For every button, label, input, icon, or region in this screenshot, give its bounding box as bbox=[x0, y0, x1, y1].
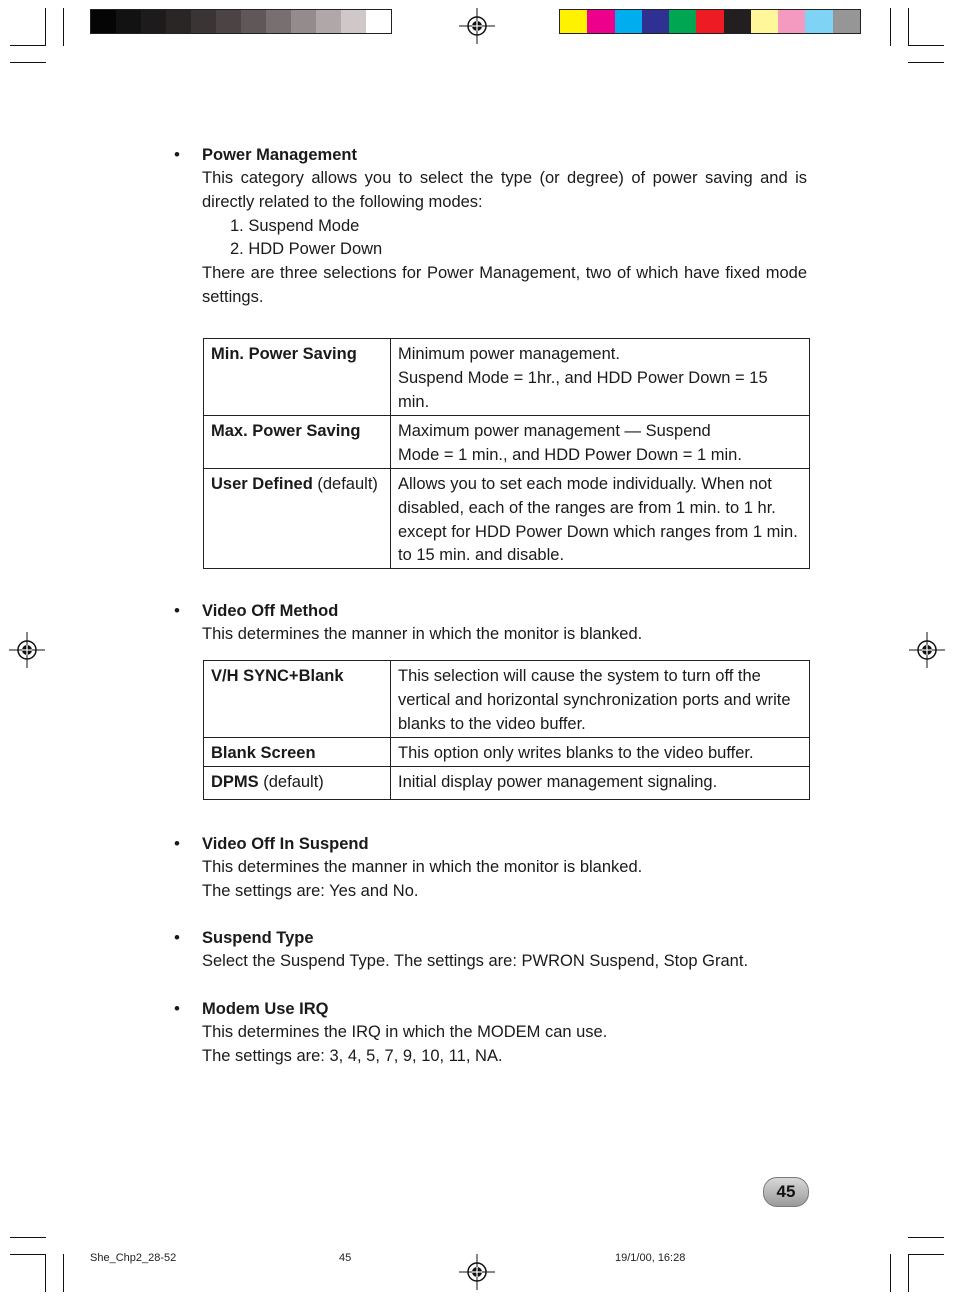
footer-date: 19/1/00, 16:28 bbox=[615, 1252, 686, 1264]
registration-mark-icon bbox=[459, 1254, 495, 1290]
registration-mark-icon bbox=[459, 8, 495, 44]
option-name: V/H SYNC+Blank bbox=[204, 661, 391, 738]
color-swatch bbox=[216, 10, 241, 33]
grayscale-color-bar bbox=[90, 9, 392, 34]
section-heading: Suspend Type bbox=[202, 929, 314, 947]
bullet: • bbox=[174, 145, 180, 164]
section-heading: Video Off In Suspend bbox=[202, 835, 369, 853]
paragraph: This determines the IRQ in which the MODEM can use. bbox=[202, 1023, 608, 1041]
registration-mark-icon bbox=[9, 632, 45, 668]
option-name: Min. Power Saving bbox=[204, 339, 391, 416]
process-color-bar bbox=[559, 9, 861, 34]
table-row bbox=[204, 416, 810, 469]
footer-file-name: She_Chp2_28-52 bbox=[90, 1252, 177, 1264]
crop-mark bbox=[45, 8, 46, 46]
table-row bbox=[204, 738, 810, 767]
option-description: This option only writes blanks to the video buffer. bbox=[391, 738, 810, 767]
color-swatch bbox=[778, 10, 805, 33]
crop-mark bbox=[10, 1254, 46, 1255]
paragraph: This determines the manner in which the monitor is blanked. bbox=[202, 858, 643, 876]
crop-mark bbox=[10, 45, 46, 46]
section-heading: Video Off Method bbox=[202, 602, 339, 620]
crop-mark bbox=[890, 1254, 891, 1292]
color-swatch bbox=[141, 10, 166, 33]
color-swatch bbox=[166, 10, 191, 33]
crop-mark bbox=[908, 1254, 944, 1255]
option-description: Maximum power management — Suspend Mode = 1 min., and HDD Power Down = 1 min. bbox=[391, 416, 810, 469]
crop-mark bbox=[10, 62, 46, 63]
paragraph: The settings are: Yes and No. bbox=[202, 881, 419, 900]
color-swatch bbox=[696, 10, 723, 33]
table-row bbox=[204, 767, 810, 800]
color-swatch bbox=[642, 10, 669, 33]
crop-mark bbox=[908, 1254, 909, 1292]
color-swatch bbox=[805, 10, 832, 33]
power-management-table bbox=[203, 338, 810, 569]
section-video-off-in-suspend bbox=[174, 833, 814, 904]
color-swatch bbox=[669, 10, 696, 33]
list-item: 2. HDD Power Down bbox=[230, 240, 383, 259]
color-swatch bbox=[266, 10, 291, 33]
color-swatch bbox=[291, 10, 316, 33]
paragraph: This determines the manner in which the monitor is blanked. bbox=[202, 625, 643, 643]
color-swatch bbox=[191, 10, 216, 33]
page-number-badge: 45 bbox=[763, 1177, 809, 1207]
color-swatch bbox=[751, 10, 778, 33]
bullet: • bbox=[174, 601, 180, 620]
footer-page: 45 bbox=[339, 1252, 352, 1264]
crop-mark bbox=[908, 1237, 944, 1238]
bullet: • bbox=[174, 928, 180, 947]
section-modem-use-irq bbox=[174, 998, 814, 1069]
section-heading: Modem Use IRQ bbox=[202, 1000, 329, 1018]
color-swatch bbox=[341, 10, 366, 33]
section-heading: Power Management bbox=[202, 146, 357, 164]
section-suspend-type bbox=[174, 927, 814, 974]
crop-mark bbox=[890, 8, 891, 46]
option-description: Minimum power management. Suspend Mode = 1hr., and HDD Power Down = 15 min. bbox=[391, 339, 810, 416]
list-item: 1. Suspend Mode bbox=[230, 216, 360, 235]
video-off-method-table bbox=[203, 660, 810, 800]
color-swatch bbox=[724, 10, 751, 33]
registration-mark-icon bbox=[909, 632, 945, 668]
crop-mark bbox=[63, 8, 64, 46]
bullet: • bbox=[174, 999, 180, 1018]
paragraph: The settings are: 3, 4, 5, 7, 9, 10, 11, NA. bbox=[202, 1046, 503, 1065]
paragraph: Select the Suspend Type. The settings are: PWRON Suspend, Stop Grant. bbox=[202, 952, 749, 970]
color-swatch bbox=[587, 10, 614, 33]
table-row bbox=[204, 339, 810, 416]
crop-mark bbox=[908, 8, 909, 46]
color-swatch bbox=[241, 10, 266, 33]
bullet: • bbox=[174, 834, 180, 853]
option-description: Allows you to set each mode individually. When not disabled, each of the ranges are from 1 min. to 1 hr. except for HDD Power Down which ranges from 1 min. to 15 min. and disable. bbox=[391, 469, 810, 569]
color-swatch bbox=[560, 10, 587, 33]
paragraph: This category allows you to select the type (or degree) of power saving and is directly related to the following modes: bbox=[202, 169, 807, 211]
paragraph: There are three selections for Power Management, two of which have fixed mode settings. bbox=[202, 264, 807, 306]
crop-mark bbox=[45, 1254, 46, 1292]
color-swatch bbox=[366, 10, 391, 33]
color-swatch bbox=[316, 10, 341, 33]
option-description: Initial display power management signaling. bbox=[391, 767, 810, 800]
crop-mark bbox=[908, 62, 944, 63]
section-power-management bbox=[174, 144, 814, 310]
option-name: User Defined (default) bbox=[204, 469, 391, 569]
option-description: This selection will cause the system to turn off the vertical and horizontal synchronization ports and write blanks to the video buffer. bbox=[391, 661, 810, 738]
section-video-off-method bbox=[174, 600, 814, 647]
option-name: Blank Screen bbox=[204, 738, 391, 767]
crop-mark bbox=[63, 1254, 64, 1292]
color-swatch bbox=[91, 10, 116, 33]
table-row bbox=[204, 661, 810, 738]
option-name: Max. Power Saving bbox=[204, 416, 391, 469]
crop-mark bbox=[908, 45, 944, 46]
color-swatch bbox=[833, 10, 860, 33]
color-swatch bbox=[116, 10, 141, 33]
table-row bbox=[204, 469, 810, 569]
option-name: DPMS (default) bbox=[204, 767, 391, 800]
color-swatch bbox=[615, 10, 642, 33]
crop-mark bbox=[10, 1237, 46, 1238]
